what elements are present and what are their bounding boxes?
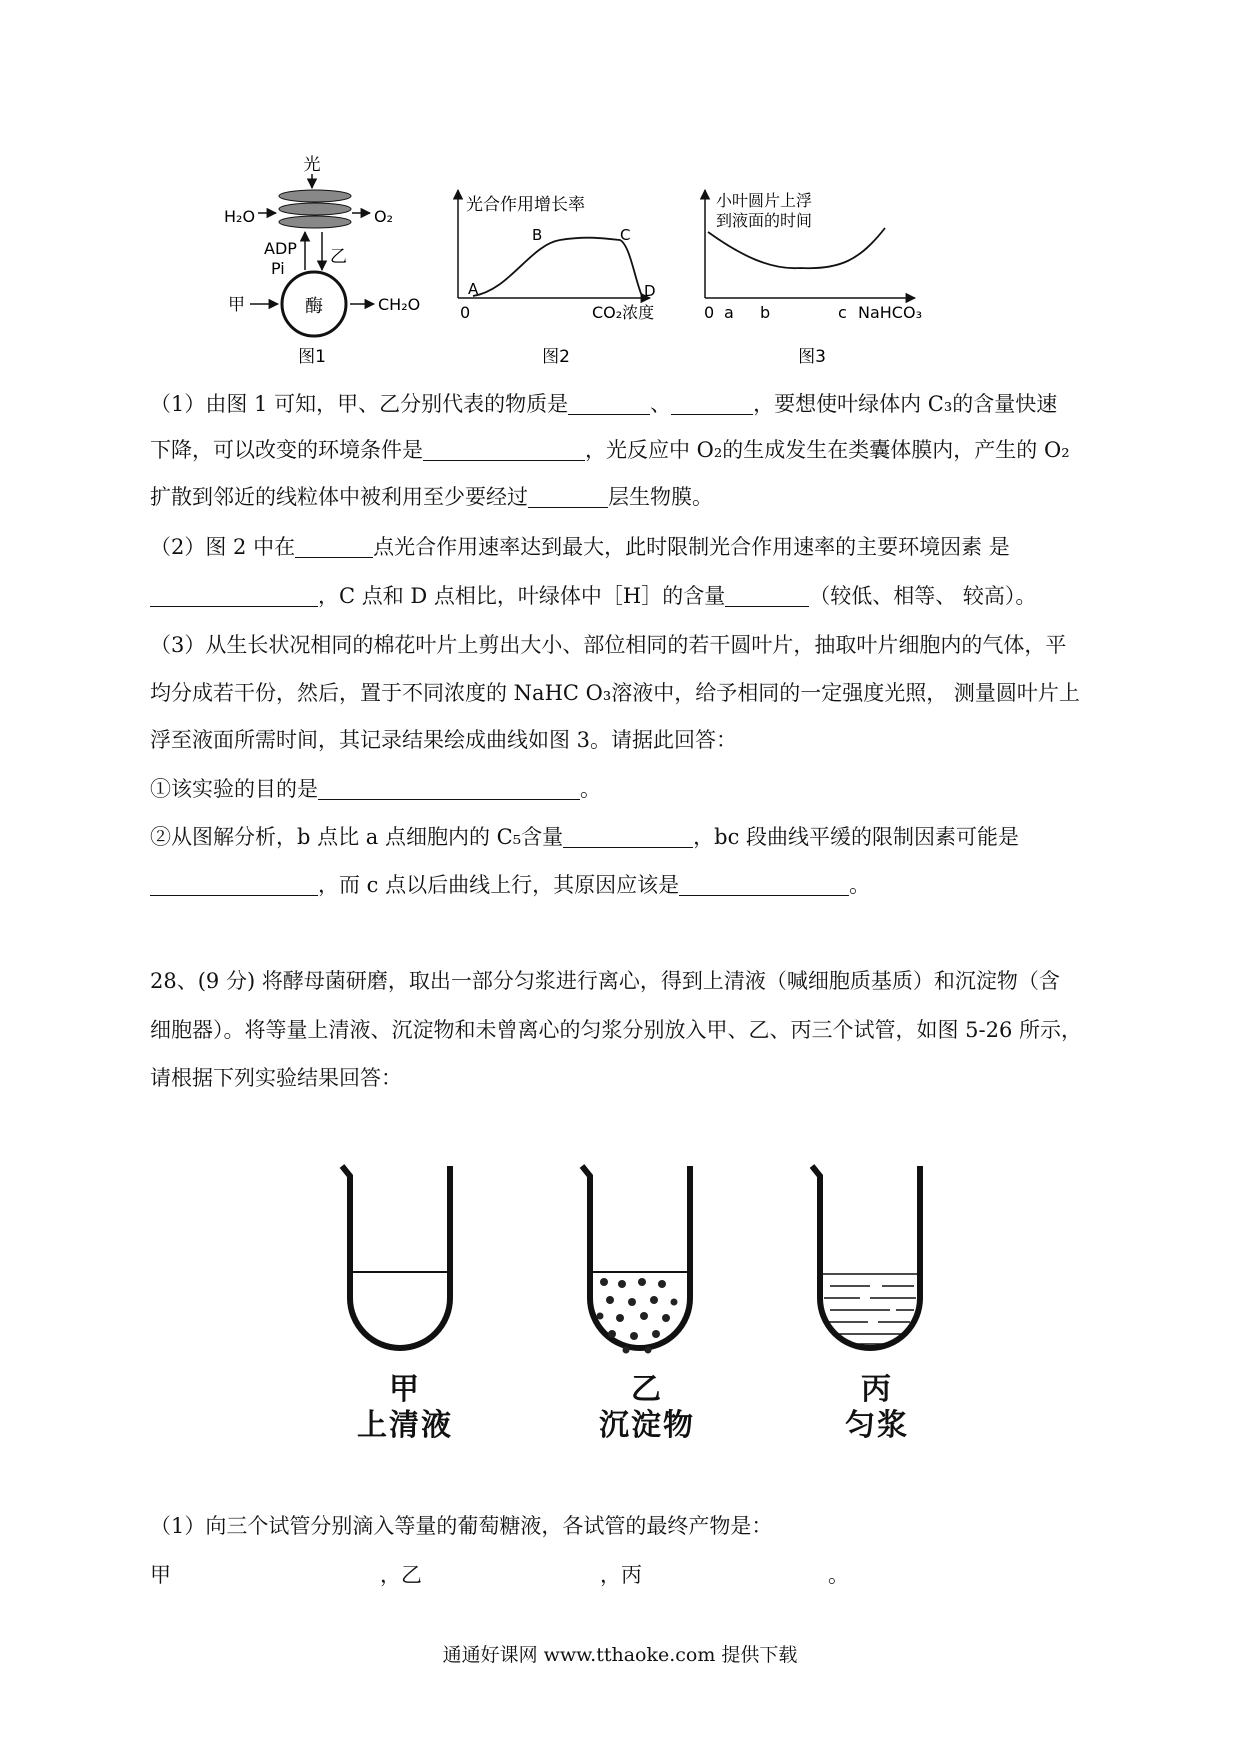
answer-blank[interactable] xyxy=(679,875,849,896)
tube-jia-content: 上清液 xyxy=(357,1408,453,1443)
q27-text: 扩散到邻近的线粒体中被利用至少要经过 xyxy=(150,485,528,509)
q28-sub-2 xyxy=(150,1563,1050,1589)
q27-text: ，而 c 点以后曲线上行，其原因应该是 xyxy=(318,873,680,897)
figure-row xyxy=(0,140,1240,370)
answer-blank[interactable] xyxy=(150,875,318,896)
q28-sub-1 xyxy=(150,1514,772,1538)
q27-line-9 xyxy=(150,777,601,801)
q27-text: ，光反应中 O₂的生成发生在类囊体膜内，产生的 O₂ xyxy=(585,438,1070,462)
fig1-h2o: H₂O xyxy=(224,207,256,226)
q27-text: ，要想使叶绿体内 C₃的含量快速 xyxy=(753,392,1058,416)
fig3-caption: 图3 xyxy=(798,347,826,367)
fig1-jia: 甲 xyxy=(228,295,245,315)
fig3-curve xyxy=(708,228,885,268)
q28-text: 细胞器）。将等量上清液、沉淀物和未曾离心的匀浆分别放入甲、乙、丙三个试管，如图 5-26 所示， xyxy=(150,1018,1083,1042)
fig2-xlabel: CO₂浓度 xyxy=(592,303,655,322)
thylakoid-stack-icon xyxy=(279,190,351,228)
fig3-xlabel: NaHCO₃ xyxy=(858,303,922,322)
answer-label-bing: ，丙 xyxy=(600,1563,642,1587)
q27-line-10 xyxy=(150,825,1019,849)
tube-yi xyxy=(582,1166,690,1354)
answer-blank[interactable] xyxy=(150,586,318,607)
q27-line-4 xyxy=(150,535,1010,559)
fig2-curve xyxy=(473,238,642,296)
fig2-origin: 0 xyxy=(460,303,471,322)
tube-bing-label: 丙 xyxy=(861,1372,893,1407)
page-footer: 通通好课网 www.tthaoke.com 提供下载 xyxy=(442,1644,798,1666)
q27-text: （较低、相等、 较高）。 xyxy=(809,584,1037,608)
q27-line-3 xyxy=(150,485,713,509)
tube-bing xyxy=(812,1166,920,1348)
fig3-tick-b: b xyxy=(760,303,771,322)
answer-blank[interactable] xyxy=(318,779,580,800)
fig2-point-b: B xyxy=(532,226,543,244)
q27-text: 。 xyxy=(849,873,871,897)
fig1-adp: ADP xyxy=(264,239,297,258)
q27-text: 。 xyxy=(580,777,601,801)
answer-blank[interactable] xyxy=(563,827,693,848)
q27-line-8 xyxy=(150,728,737,752)
q27-line-2 xyxy=(150,438,1070,462)
fig2-point-c: C xyxy=(620,226,631,244)
answer-blank[interactable] xyxy=(725,586,809,607)
q27-line-6 xyxy=(150,633,1066,657)
answer-blank[interactable] xyxy=(528,487,608,508)
tube-yi-label: 乙 xyxy=(631,1372,663,1407)
fig1-enzyme: 酶 xyxy=(305,296,323,317)
q27-line-11 xyxy=(150,873,870,897)
q27-text: ②从图解分析，b 点比 a 点细胞内的 C₅含量 xyxy=(150,825,564,849)
fig1-light-label: 光 xyxy=(303,155,321,175)
tube-jia xyxy=(342,1166,450,1348)
q27-text: ，C 点和 D 点相比，叶绿体中［H］的含量 xyxy=(318,584,726,608)
q27-text: ，bc 段曲线平缓的限制因素可能是 xyxy=(693,825,1020,849)
q27-text: 层生物膜。 xyxy=(608,485,713,509)
answer-blank[interactable] xyxy=(568,394,650,415)
q27-text: （1）由图 1 可知，甲、乙分别代表的物质是 xyxy=(150,392,569,416)
fig2-point-d: D xyxy=(644,282,656,300)
answer-label-jia: 甲 xyxy=(150,1563,171,1587)
figure-2 xyxy=(458,190,656,367)
figure-1 xyxy=(224,155,420,367)
answer-label-yi: ，乙 xyxy=(380,1563,422,1587)
q27-text: 、 xyxy=(650,392,672,416)
q27-text: 点光合作用速率达到最大，此时限制光合作用速率的主要环境因素 是 xyxy=(373,535,1010,559)
fig3-tick-a: a xyxy=(724,303,734,322)
figure-3 xyxy=(704,190,922,367)
fig3-tick-c: c xyxy=(838,303,847,322)
q28-line-1 xyxy=(150,969,1060,993)
fig3-ylabel-1: 小叶圆片上浮 xyxy=(716,191,813,210)
answer-end-mark: 。 xyxy=(828,1563,849,1587)
tube-yi-content: 沉淀物 xyxy=(599,1408,695,1443)
q27-text: （3）从生长状况相同的棉花叶片上剪出大小、部位相同的若干圆叶片，抽取叶片细胞内的气体，平 xyxy=(150,633,1067,657)
fig2-caption: 图2 xyxy=(542,347,570,367)
q28-text: （1）向三个试管分别滴入等量的葡萄糖液，各试管的最终产物是： xyxy=(150,1514,773,1538)
q27-line-1 xyxy=(150,392,1057,416)
answer-blank[interactable] xyxy=(423,440,585,461)
q28-line-3 xyxy=(150,1066,402,1090)
fig1-ch2o: CH₂O xyxy=(378,295,421,314)
fig1-yi: 乙 xyxy=(330,247,347,267)
q27-line-7 xyxy=(150,681,1080,705)
tube-bing-content: 匀浆 xyxy=(845,1408,909,1443)
q28-line-2 xyxy=(150,1018,1082,1042)
fig1-pi: Pi xyxy=(271,259,285,278)
fig3-ylabel-2: 到液面的时间 xyxy=(716,211,813,230)
fig2-ylabel: 光合作用增长率 xyxy=(466,195,585,215)
answer-blank[interactable] xyxy=(671,394,753,415)
fig3-tick-0: 0 xyxy=(704,303,715,322)
q27-line-5 xyxy=(150,584,1036,608)
q28-text: 请根据下列实验结果回答： xyxy=(150,1066,402,1090)
answer-blank[interactable] xyxy=(295,537,373,558)
fig1-caption: 图1 xyxy=(298,347,326,367)
q27-text: 浮至液面所需时间，其记录结果绘成曲线如图 3。请据此回答： xyxy=(150,728,738,752)
q27-text: ①该实验的目的是 xyxy=(150,777,318,801)
tube-jia-label: 甲 xyxy=(389,1372,421,1407)
q27-text: 下降，可以改变的环境条件是 xyxy=(150,438,423,462)
fig2-point-a: A xyxy=(468,280,479,298)
q27-text: （2）图 2 中在 xyxy=(150,535,296,559)
q27-text: 均分成若干份，然后，置于不同浓度的 NaHC O₃溶液中，给予相同的一定强度光照， 测量圆叶片上 xyxy=(150,681,1080,705)
q28-text: 28、(9 分) 将酵母菌研磨，取出一部分匀浆进行离心，得到上清液（喊细胞质基质）和沉淀物（含 xyxy=(150,969,1060,993)
fig1-o2: O₂ xyxy=(374,207,394,226)
